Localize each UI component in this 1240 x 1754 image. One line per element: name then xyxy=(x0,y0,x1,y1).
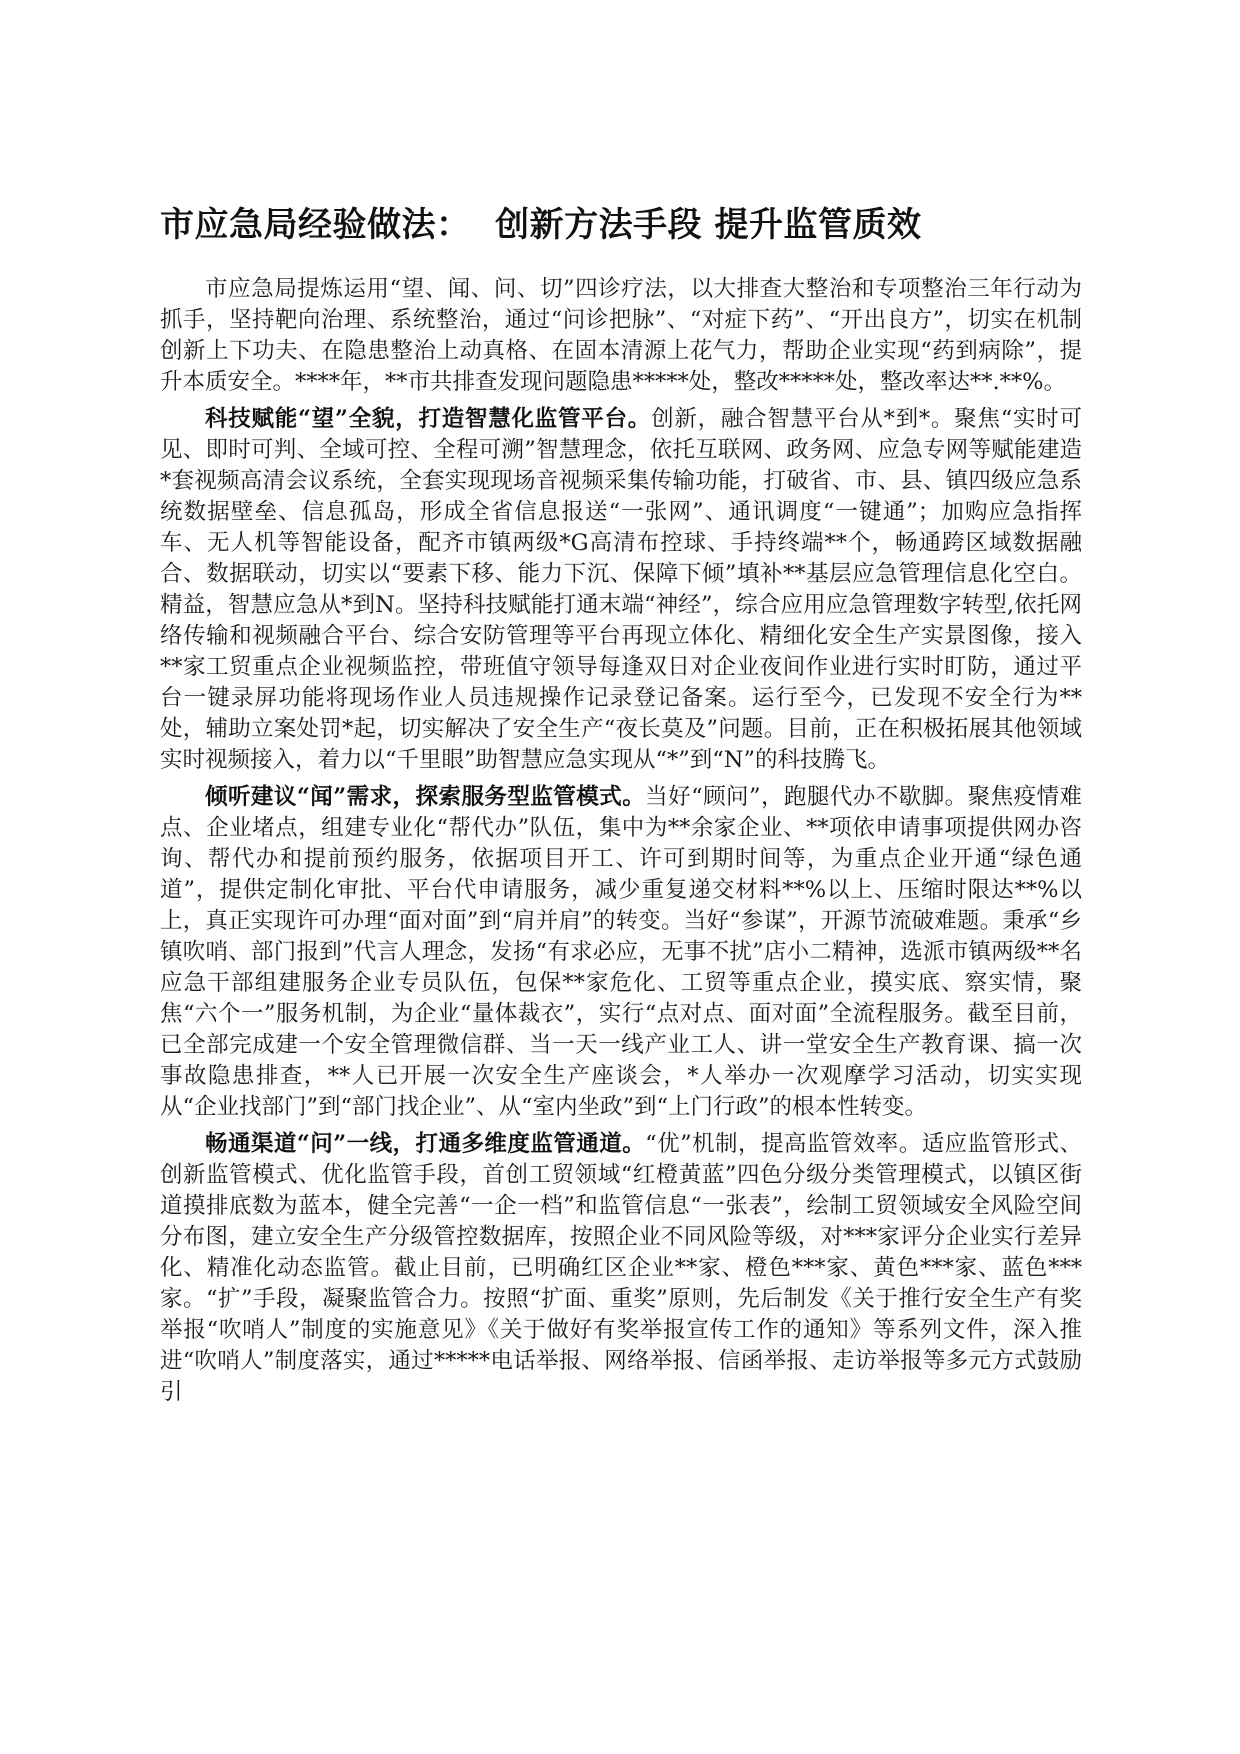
paragraph-tech xyxy=(160,404,1082,776)
paragraph-tech-text: 创新，融合智慧平台从*到*。聚焦“实时可见、即时可判、全域可控、全程可溯”智慧理念，依托互联网、政务网、应急专网等赋能建造*套视频高清会议系统，全套实现现场音视频采集传输功能，打破省、市、县、镇四级应急系统数据壁垒、信息孤岛，形成全省信息报送“一张网”、通讯调度“一键通”；加购应急指挥车、无人机等智能设备，配齐市镇两级*G高清布控球、手持终端**个，畅通跨区域数据融合、数据联动，切实以“要素下移、能力下沉、保障下倾”填补**基层应急管理信息化空白。精益，智慧应急从*到N。坚持科技赋能打通末端“神经”，综合应用应急管理数字转型,依托网络传输和视频融合平台、综合安防管理等平台再现立体化、精细化安全生产实景图像，接入**家工贸重点企业视频监控，带班值守领导每逢双日对企业夜间作业进行实时盯防，通过平台一键录屏功能将现场作业人员违规操作记录登记备案。运行至今，已发现不安全行为**处，辅助立案处罚*起，切实解决了安全生产“夜长莫及”问题。目前，正在积极拓展其他领域实时视频接入，着力以“千里眼”助智慧应急实现从“*”到“N”的科技腾飞。 xyxy=(160,406,1082,773)
paragraph-service-text: 当好“顾问”，跑腿代办不歇脚。聚焦疫情难点、企业堵点，组建专业化“帮代办”队伍，集中为**余家企业、**项依申请事项提供网办咨询、帮代办和提前预约服务，依据项目开工、许可到期时间等，为重点企业开通“绿色通道”，提供定制化审批、平台代申请服务，减少重复递交材料**%以上、压缩时限达**%以上，真正实现许可办理“面对面”到“肩并肩”的转变。当好“参谋”，开源节流破难题。秉承“乡镇吹哨、部门报到”代言人理念，发扬“有求必应，无事不扰”店小二精神，选派市镇两级**名应急干部组建服务企业专员队伍，包保**家危化、工贸等重点企业，摸实底、察实情，聚焦“六个一”服务机制，为企业“量体裁衣”，实行“点对点、面对面”全流程服务。截至目前，已全部完成建一个安全管理微信群、当一天一线产业工人、讲一堂安全生产教育课、搞一次事故隐患排查，**人已开展一次安全生产座谈会，*人举办一次观摩学习活动，切实实现从“企业找部门”到“部门找企业”、从“室内坐政”到“上门行政”的根本性转变。 xyxy=(160,784,1082,1120)
paragraph-channel-text: “优”机制，提高监管效率。适应监管形式、创新监管模式、优化监管手段，首创工贸领域“红橙黄蓝”四色分级分类管理模式，以镇区街道摸排底数为蓝本，健全完善“一企一档”和监管信息“一张表”，绘制工贸领域安全风险空间分布图，建立安全生产分级管控数据库，按照企业不同风险等级，对***家评分企业实行差异化、精准化动态监管。截止目前，已明确红区企业**家、橙色***家、黄色***家、蓝色***家。“扩”手段，凝聚监管合力。按照“扩面、重奖”原则，先后制发《关于推行安全生产有奖举报“吹哨人”制度的实施意见》《关于做好有奖举报宣传工作的通知》等系列文件，深入推进“吹哨人”制度落实，通过*****电话举报、网络举报、信函举报、走访举报等多元方式鼓励引 xyxy=(160,1131,1082,1405)
paragraph-service-heading: 倾听建议“闻”需求，探索服务型监管模式。 xyxy=(205,784,646,810)
paragraph-channel xyxy=(160,1129,1082,1408)
paragraph-service xyxy=(160,782,1082,1123)
paragraph-intro-text: 市应急局提炼运用“望、闻、问、切”四诊疗法，以大排查大整治和专项整治三年行动为抓手，坚持靶向治理、系统整治，通过“问诊把脉”、“对症下药”、“开出良方”，切实在机制创新上下功夫、在隐患整治上动真格、在固本清源上花气力，帮助企业实现“药到病除”，提升本质安全。****年，**市共排查发现问题隐患*****处，整改*****处，整改率达**.**%。 xyxy=(160,276,1082,395)
document-page xyxy=(160,200,1082,1414)
paragraph-channel-heading: 畅通渠道“问”一线，打通多维度监管通道。 xyxy=(205,1131,646,1157)
paragraph-intro xyxy=(160,274,1082,398)
document-title: 市应急局经验做法： 创新方法手段 提升监管质效 xyxy=(160,205,922,245)
paragraph-tech-heading: 科技赋能“望”全貌，打造智慧化监管平台。 xyxy=(205,406,652,432)
